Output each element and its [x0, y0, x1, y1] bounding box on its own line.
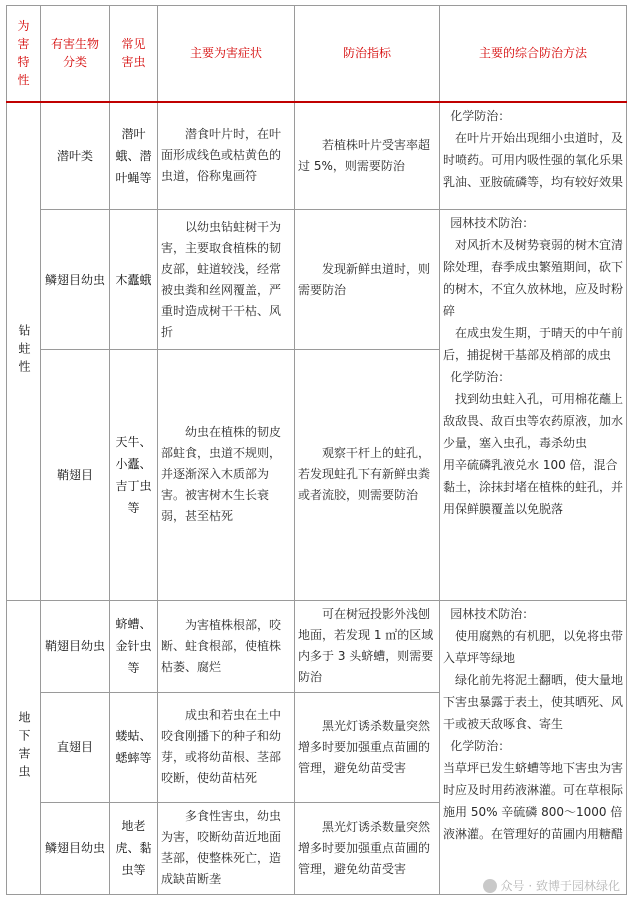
row-category: 鞘翅目幼虫 [41, 600, 110, 692]
table-row [7, 210, 627, 350]
header-symptoms: 主要为害症状 [158, 6, 295, 102]
row-category: 潜叶类 [41, 102, 110, 210]
methods-boring-leafminer [440, 102, 627, 210]
row-pests: 蛴螬、金针虫等 [110, 600, 158, 692]
row-symptoms: 潜食叶片时，在叶面形成线色或枯黄色的虫道，俗称鬼画符 [158, 102, 295, 210]
row-symptoms: 为害植株根部，咬断、蛀食根部，使植株枯萎、腐烂 [158, 600, 295, 692]
row-symptoms: 多食性害虫，幼虫为害，咬断幼苗近地面茎部，使整株死亡，造成缺苗断垄 [158, 802, 295, 894]
header-trait: 为害特性 [7, 6, 41, 102]
header-indicator: 防治指标 [295, 6, 440, 102]
methods-underground [440, 600, 627, 894]
header-methods: 主要的综合防治方法 [440, 6, 627, 102]
row-symptoms: 成虫和若虫在土中咬食刚播下的种子和幼芽，或将幼苗根、茎部咬断，使幼苗枯死 [158, 692, 295, 802]
header-category: 有害生物分类 [41, 6, 110, 102]
method-paragraph: 找到幼虫蛀入孔，可用棉花蘸上敌敌畏、敌百虫等农药原液，加水少量，塞入虫孔，毒杀幼虫 [443, 392, 624, 451]
method-paragraph: 用辛硫磷乳液兑水 100 倍，混合黏土，涂抹封堵在植株的蛀孔，并用保鲜膜覆盖以免脱落 [443, 458, 624, 517]
method-heading: 化学防治： [450, 738, 511, 753]
pest-control-table [6, 5, 627, 895]
row-symptoms: 幼虫在植株的韧皮部蛀食，虫道不规则，并逐渐深入木质部为害。被害树木生长衰弱，甚至枯死 [158, 350, 295, 600]
row-indicator: 黑光灯诱杀数量突然增多时要加强重点苗圃的管理，避免幼苗受害 [295, 802, 440, 894]
row-category: 鳞翅目幼虫 [41, 210, 110, 350]
method-paragraph: 在成虫发生期，于晴天的中午前后，捕捉树干基部及梢部的成虫 [443, 326, 624, 363]
row-indicator: 可在树冠投影外浅刨地面，若发现 1 ㎡的区域内多于 3 头蛴螬，则需要防治 [295, 600, 440, 692]
table-row [7, 600, 627, 692]
wechat-icon [483, 879, 497, 893]
group-underground: 地下害虫 [7, 600, 41, 894]
methods-boring-borers [440, 210, 627, 600]
header-row [7, 6, 627, 102]
watermark-text: 众号 · 致博于园林绿化 [500, 879, 620, 893]
row-pests: 地老虎、黏虫等 [110, 802, 158, 894]
method-paragraph: 在叶片开始出现细小虫道时，及时喷药。可用内吸性强的氧化乐果乳油、亚胺硫磷等，均有较好效果 [443, 130, 624, 189]
method-paragraph: 对风折木及树势衰弱的树木宜清除处理，春季成虫繁殖期间，砍下的树木，不宜久放林地，应及时粉碎 [443, 238, 624, 319]
row-symptoms: 以幼虫钻蛀树干为害，主要取食植株的韧皮部，蛀道较浅，经常被虫粪和丝网覆盖，严重时造成树干干枯、风折 [158, 210, 295, 350]
method-paragraph: 使用腐熟的有机肥，以免将虫带入草坪等绿地 [443, 628, 624, 665]
row-category: 鞘翅目 [41, 350, 110, 600]
header-pests: 常见害虫 [110, 6, 158, 102]
table-row [7, 102, 627, 210]
row-pests: 蝼蛄、蟋蟀等 [110, 692, 158, 802]
row-indicator: 观察干杆上的蛀孔，若发现蛀孔下有新鲜虫粪或者流胶，则需要防治 [295, 350, 440, 600]
method-heading: 园林技术防治： [450, 606, 535, 621]
row-category: 鳞翅目幼虫 [41, 802, 110, 894]
row-pests: 天牛、小蠹、吉丁虫等 [110, 350, 158, 600]
row-indicator: 黑光灯诱杀数量突然增多时要加强重点苗圃的管理，避免幼苗受害 [295, 692, 440, 802]
method-heading: 园林技术防治： [450, 216, 535, 231]
method-paragraph: 当草坪已发生蛴螬等地下害虫为害时应及时用药液淋灌。可在草根际施用 50% 辛硫磷 800～1000 倍液淋灌。在管理好的苗圃内用糖醋 [443, 760, 624, 841]
row-indicator: 发现新鲜虫道时，则需要防治 [295, 210, 440, 350]
method-paragraph: 绿化前先将泥土翻晒，使大量地下害虫暴露于表土，使其晒死、风干或被天敌啄食、寄生 [443, 672, 624, 731]
method-heading: 化学防治： [450, 370, 511, 385]
row-category: 直翅目 [41, 692, 110, 802]
group-boring: 钻蛀性 [7, 102, 41, 601]
method-heading: 化学防治： [450, 108, 511, 123]
row-pests: 潜叶蛾、潜叶蝇等 [110, 102, 158, 210]
watermark [483, 877, 620, 894]
row-indicator: 若植株叶片受害率超过 5%，则需要防治 [295, 102, 440, 210]
row-pests: 木蠹蛾 [110, 210, 158, 350]
